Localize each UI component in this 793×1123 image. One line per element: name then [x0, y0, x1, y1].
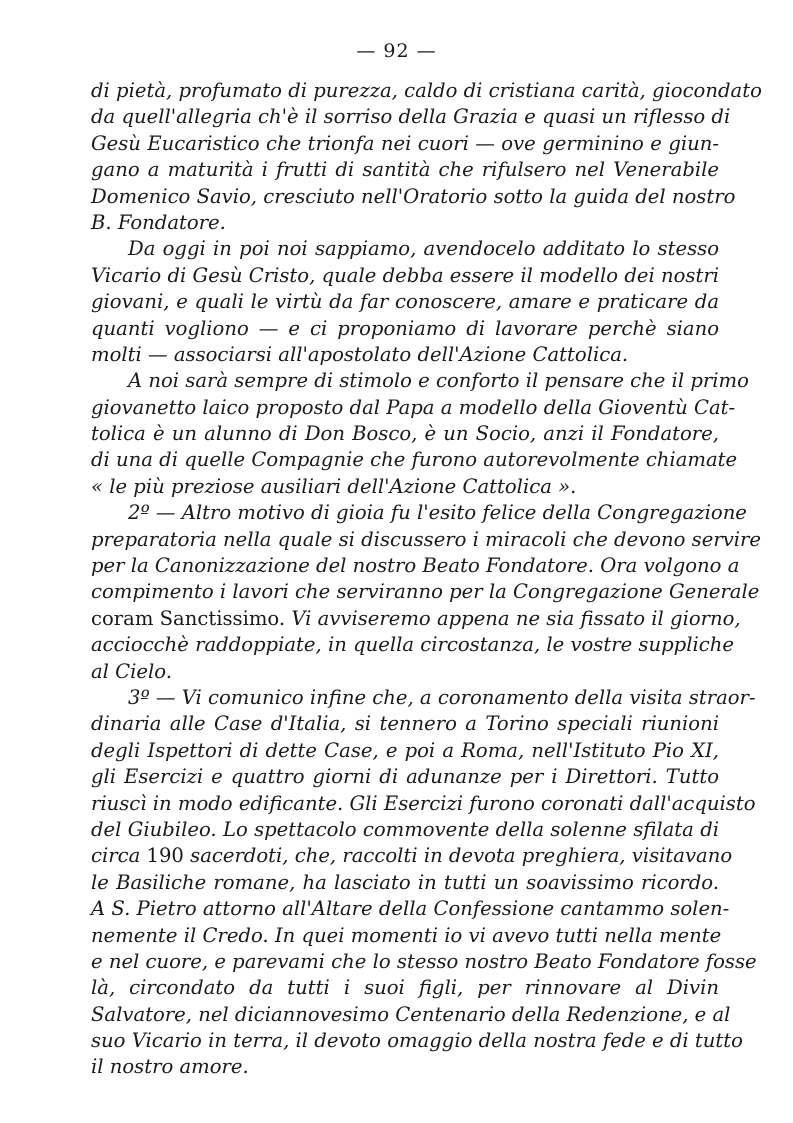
- text-line: B. Fondatore.: [91, 210, 226, 234]
- text-line: riuscì in modo edificante. Gli Esercizi furono coronati dall'acquisto: [91, 791, 756, 815]
- text-line: preparatoria nella quale si discussero i miracoli che devono servire: [91, 527, 761, 551]
- text-line: [91, 606, 741, 632]
- text-line: nemente il Credo. In quei momenti io vi avevo tutti nella mente: [91, 923, 722, 947]
- text-line: suo Vicario in terra, il devoto omaggio della nostra fede e di tutto: [91, 1029, 743, 1053]
- text-line: del Giubileo. Lo spettacolo commovente della solenne sfilata di: [91, 817, 719, 841]
- text-line: di pietà, profumato di purezza, caldo di cristiana carità, giocondato: [91, 79, 762, 102]
- text-line: molti — associarsi all'apostolato dell'Azione Cattolica.: [91, 342, 629, 366]
- text-line: 3º — Vi comunico infine che, a coronamento della visita straor-: [128, 685, 756, 709]
- text-line: tolica è un alunno di Don Bosco, è un Socio, anzi il Fondatore,: [91, 422, 719, 446]
- text-line: 2º — Altro motivo di gioia fu l'esito felice della Congregazione: [128, 501, 747, 525]
- text-line: degli Ispettori di dette Case, e poi a Roma, nell'Istituto Pio XI,: [91, 738, 719, 762]
- text-line: quanti vogliono — e ci proponiamo di lavorare perchè siano: [91, 316, 719, 340]
- text-line: [91, 843, 733, 869]
- text-line: Domenico Savio, cresciuto nell'Oratorio sotto la guida del nostro: [91, 184, 736, 208]
- body-text: [91, 78, 762, 1081]
- text-line: gano a maturità i frutti di santità che rifulsero nel Venerabile: [91, 158, 719, 182]
- text-line: gli Esercizi e quattro giorni di adunanze per i Direttori. Tutto: [91, 765, 719, 789]
- text-line: Da oggi in poi noi sappiamo, avendocelo additato lo stesso: [128, 237, 719, 261]
- text-line: da quell'allegria ch'è il sorriso della Grazia e quasi un riflesso di: [91, 105, 731, 129]
- page-number: — 92 —: [356, 40, 437, 62]
- text-line: le Basiliche romane, ha lasciato in tutti un soavissimo ricordo.: [91, 870, 719, 894]
- text-line: Salvatore, nel diciannovesimo Centenario della Redenzione, e al: [91, 1002, 731, 1026]
- text-line: acciocchè raddoppiate, in quella circostanza, le vostre suppliche: [91, 633, 734, 657]
- text-line: compimento i lavori che serviranno per la Congregazione Generale: [91, 580, 760, 604]
- text-segment: circa: [91, 844, 147, 868]
- text-line: giovanetto laico proposto dal Papa a modello della Gioventù Cat-: [91, 395, 736, 419]
- text-segment: sacerdoti, che, raccolti in devota preghiera, visitavano: [183, 844, 733, 868]
- text-line: e nel cuore, e parevami che lo stesso nostro Beato Fondatore fosse: [91, 949, 757, 973]
- text-line: per la Canonizzazione del nostro Beato Fondatore. Ora volgono a: [91, 554, 740, 578]
- text-segment: 190: [146, 844, 184, 868]
- text-line: A S. Pietro attorno all'Altare della Confessione cantammo solen-: [91, 897, 730, 921]
- text-line: là, circondato da tutti i suoi figli, per rinnovare al Divin: [91, 976, 719, 1000]
- text-line: « le più preziose ausiliari dell'Azione Cattolica ».: [91, 474, 577, 498]
- text-segment: coram Sanctissimo.: [91, 606, 292, 630]
- text-line: Vicario di Gesù Cristo, quale debba essere il modello dei nostri: [91, 263, 719, 287]
- text-line: giovani, e quali le virtù da far conoscere, amare e praticare da: [91, 290, 719, 314]
- text-line: di una di quelle Compagnie che furono autorevolmente chiamate: [91, 448, 738, 472]
- text-line: dinaria alle Case d'Italia, si tennero a Torino speciali riunioni: [91, 712, 719, 736]
- text-line: A noi sarà sempre di stimolo e conforto il pensare che il primo: [128, 369, 749, 393]
- text-line: il nostro amore.: [91, 1055, 249, 1079]
- text-line: al Cielo.: [91, 659, 172, 683]
- text-line: Gesù Eucaristico che trionfa nei cuori — ove germinino e giun-: [91, 131, 719, 155]
- text-segment: Vi avviseremo appena ne sia fissato il giorno,: [291, 606, 741, 630]
